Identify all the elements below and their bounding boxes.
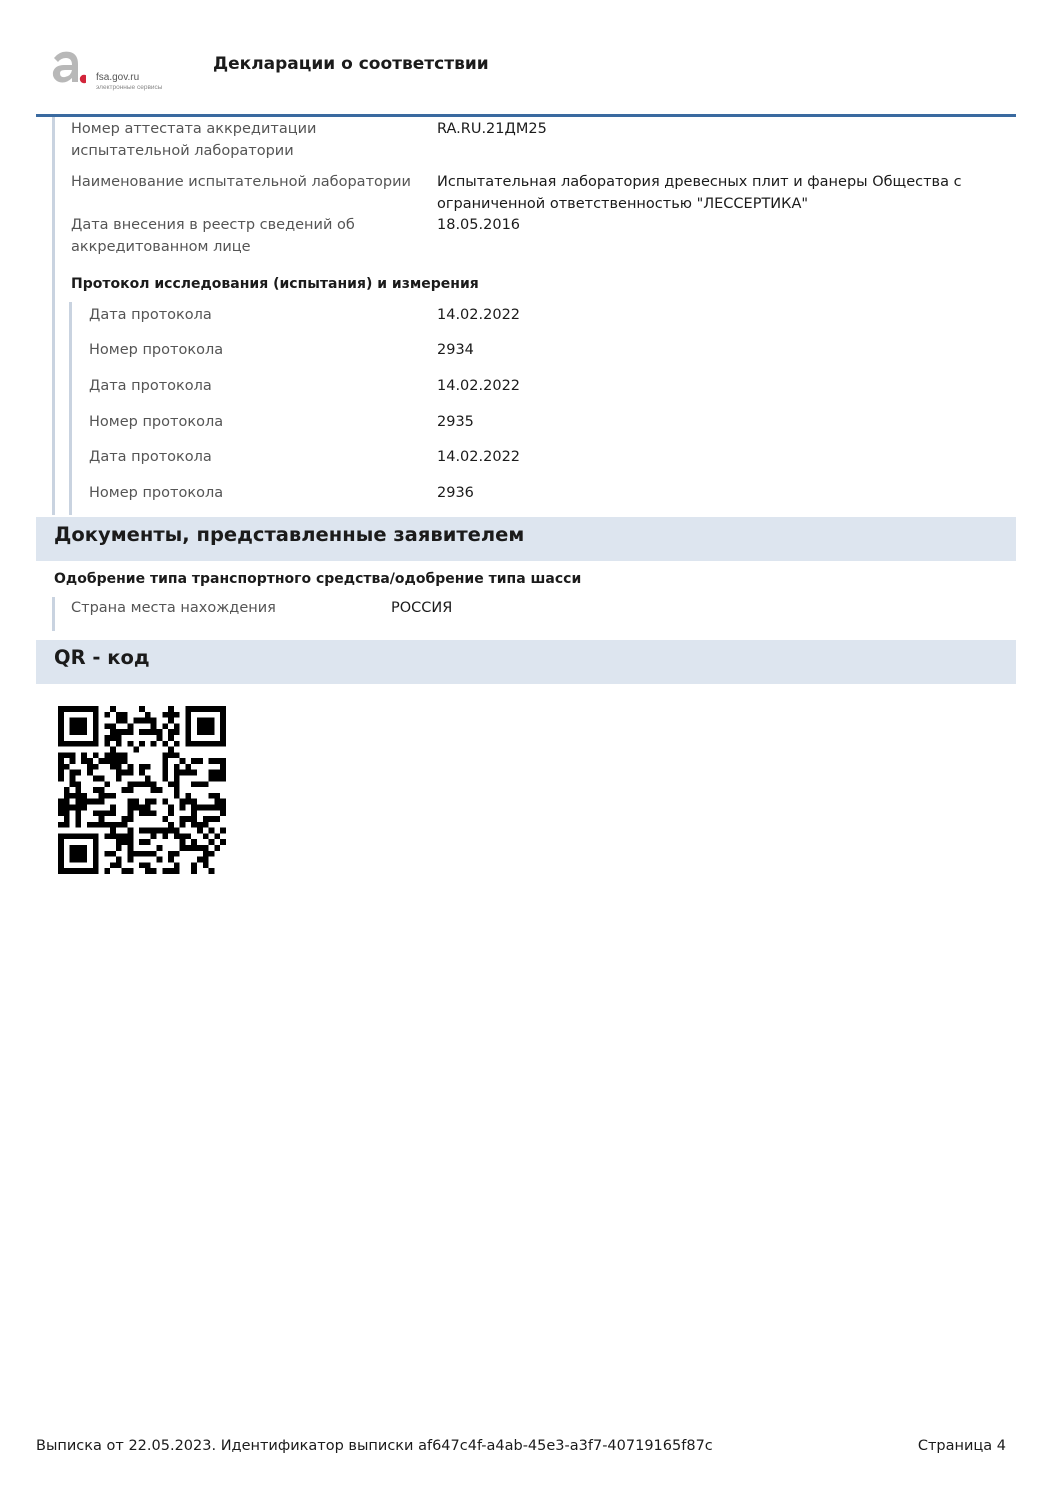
- protocol-row-value: 14.02.2022: [437, 307, 521, 323]
- qr-section-header: [36, 640, 1016, 684]
- protocol-row-value: 2934: [437, 342, 474, 358]
- qr-code-icon: [58, 706, 226, 874]
- lab-name-label: Наименование испытательной лаборатории: [71, 174, 411, 190]
- fsa-logo: [50, 48, 180, 98]
- protocol-row-label: Дата протокола: [89, 449, 212, 465]
- logo-subtitle: электронные сервисы: [96, 84, 163, 91]
- protocol-left-bar: [69, 302, 72, 515]
- lab-name-value: Испытательная лаборатория древесных плит и фанеры Общества с ограниченной ответственностью "ЛЕССЕРТИКА": [437, 174, 962, 212]
- section-left-bar: [52, 117, 55, 515]
- lab-accreditation-value: RA.RU.21ДМ25: [437, 121, 547, 137]
- country-value: РОССИЯ: [391, 600, 453, 616]
- protocol-heading: Протокол исследования (испытания) и измерения: [71, 276, 479, 292]
- protocol-row-value: 14.02.2022: [437, 378, 521, 394]
- fsa-logo-icon: [50, 48, 86, 88]
- country-label: Страна места нахождения: [71, 600, 276, 616]
- page-number: Страница 4: [917, 1438, 1006, 1454]
- protocol-row-label: Дата протокола: [89, 378, 212, 394]
- lab-registry-date-value: 18.05.2016: [437, 217, 521, 233]
- documents-section-header: [36, 517, 1016, 561]
- vehicle-approval-heading: Одобрение типа транспортного средства/одобрение типа шасси: [54, 571, 582, 587]
- documents-section-title: Документы, представленные заявителем: [54, 523, 525, 546]
- protocol-row-value: 14.02.2022: [437, 449, 521, 465]
- lab-accreditation-label: Номер аттестата аккредитации испытательной лаборатории: [71, 121, 317, 159]
- protocol-row-label: Дата протокола: [89, 307, 212, 323]
- extract-info: Выписка от 22.05.2023. Идентификатор выписки af647c4f-a4ab-45e3-a3f7-40719165f87c: [36, 1438, 713, 1454]
- protocol-row-value: 2935: [437, 414, 474, 430]
- lab-registry-date-label: Дата внесения в реестр сведений об аккредитованном лице: [71, 217, 355, 255]
- protocol-row-label: Номер протокола: [89, 342, 224, 358]
- protocol-row-label: Номер протокола: [89, 414, 224, 430]
- document-title: Декларации о соответствии: [213, 54, 489, 74]
- header-rule: [36, 114, 1016, 117]
- protocol-row-label: Номер протокола: [89, 485, 224, 501]
- qr-section-title: QR - код: [54, 646, 150, 669]
- logo-domain: fsa.gov.ru: [96, 72, 140, 83]
- protocol-row-value: 2936: [437, 485, 474, 501]
- documents-left-bar: [52, 597, 55, 631]
